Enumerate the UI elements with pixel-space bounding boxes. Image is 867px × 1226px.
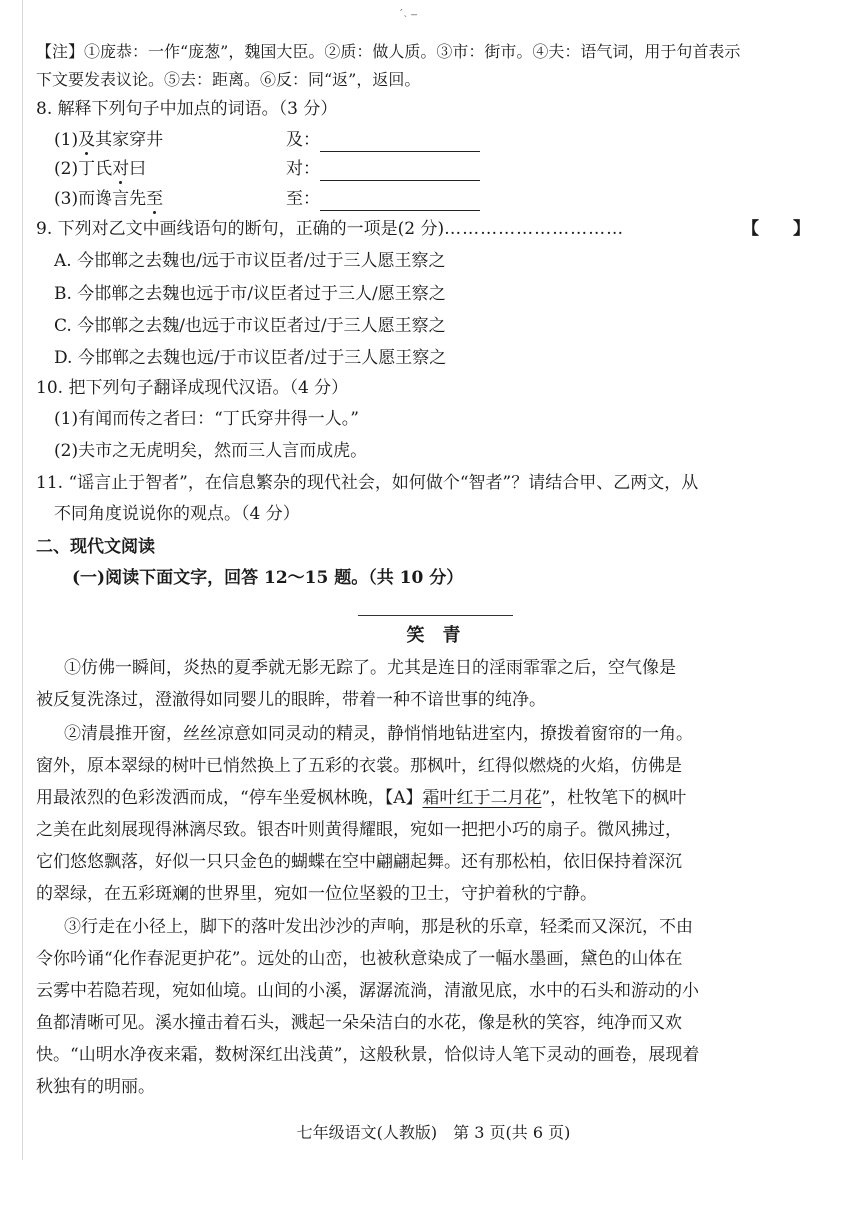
scan-edge <box>22 0 23 1160</box>
q8-answer-2-label: 对： <box>286 159 320 179</box>
q8-item-1-dotted: 及 <box>78 130 96 150</box>
q8-item-3-num: (3) <box>54 189 79 209</box>
q8-item-2-pre: 丁氏 <box>78 159 113 179</box>
section-subheading: (一)阅读下面文字，回答 12～15 题。（共 10 分） <box>72 568 464 588</box>
p3-line-3: 云雾中若隐若现，宛如仙境。山间的小溪，潺潺流淌，清澈见底，水中的石头和游动的小 <box>36 981 699 1001</box>
q11-line-1: 11. “谣言止于智者”，在信息繁杂的现代社会，如何做个“智者”？请结合甲、乙两文，从 <box>36 473 699 493</box>
title-divider <box>358 615 513 616</box>
q8-item-1-num: (1) <box>54 130 79 150</box>
q9-stem: 9. 下列对乙文中画线语句的断句，正确的一项是(2 分) <box>36 219 445 239</box>
p2-line-3 <box>36 786 686 810</box>
q8-item-2 <box>54 157 146 181</box>
p3-line-2: 令你吟诵“化作春泥更护花”。远处的山峦，也被秋意染成了一幅水墨画，黛色的山体在 <box>36 949 683 969</box>
q9-option-d: D. 今邯郸之去魏也远/于市议臣者/过于三人愿王察之 <box>54 348 447 368</box>
q8-item-1 <box>54 128 163 152</box>
q8-item-3-pre: 而谗言先 <box>78 189 147 209</box>
q8-stem: 8. 解释下列句子中加点的词语。（3 分） <box>36 99 338 119</box>
q8-answer-1 <box>286 128 480 152</box>
p1-line-2: 被反复洗涤过，澄澈得如同婴儿的眼眸，带着一种不谙世事的纯净。 <box>36 690 546 710</box>
section-heading: 二、现代文阅读 <box>36 537 155 557</box>
p2-line-3-pre: 用最浓烈的色彩泼洒而成，“停车坐爱枫林晚，【A】 <box>36 788 423 808</box>
note-line-2: 下文要发表议论。⑤去：距离。⑥反：同“返”，返回。 <box>36 70 421 89</box>
p3-line-6: 秋独有的明丽。 <box>36 1077 155 1097</box>
q9-option-b: B. 今邯郸之去魏也远于市/议臣者过于三人/愿王察之 <box>54 284 446 304</box>
note-line-1: 【注】①庞恭：一作“庞葱”，魏国大臣。②质：做人质。③市：街市。④夫：语气词，用于句首表示 <box>36 42 741 61</box>
p3-line-1: ③行走在小径上，脚下的落叶发出沙沙的声响，那是秋的乐章，轻柔而又深沉，不由 <box>64 917 693 937</box>
q8-item-3-dotted: 至 <box>146 189 164 209</box>
p3-line-4: 鱼都清晰可见。溪水撞击着石头，溅起一朵朵洁白的水花，像是秋的笑容，纯净而又欢 <box>36 1013 682 1033</box>
q8-item-2-dotted: 对 <box>112 159 130 179</box>
q8-item-2-num: (2) <box>54 159 79 179</box>
p1-line-1: ①仿佛一瞬间，炎热的夏季就无影无踪了。尤其是连日的淫雨霏霏之后，空气像是 <box>64 658 676 678</box>
q10-stem: 10. 把下列句子翻译成现代汉语。（4 分） <box>36 378 349 398</box>
article-title: 笑 青 <box>406 625 461 646</box>
p2-line-5: 它们悠悠飘落，好似一只只金色的蝴蝶在空中翩翩起舞。还有那松柏，依旧保持着深沉 <box>36 852 682 872</box>
q9-leader-dots: ………………………… <box>444 219 625 239</box>
answer-blank-2[interactable] <box>320 162 480 181</box>
scan-smudge: ˊ˴ ‒ <box>398 8 418 21</box>
q8-item-2-post: 曰 <box>129 159 147 179</box>
q10-item-2: (2)夫市之无虎明矣，然而三人言而成虎。 <box>54 441 368 461</box>
page-footer: 七年级语文(人教版) 第 3 页(共 6 页) <box>296 1123 571 1142</box>
underlined-quote: 霜叶红于二月花 <box>422 788 542 808</box>
q8-answer-2 <box>286 157 480 181</box>
q8-item-1-text: 其家穿井 <box>95 130 164 150</box>
q10-item-1: (1)有闻而传之者曰：“丁氏穿井得一人。” <box>54 409 359 429</box>
answer-blank-3[interactable] <box>320 192 480 211</box>
q8-answer-3 <box>286 187 480 211</box>
p3-line-5: 快。“山明水净夜来霜，数树深红出浅黄”，这般秋景，恰似诗人笔下灵动的画卷，展现着 <box>36 1045 700 1065</box>
q11-line-2: 不同角度说说你的观点。（4 分） <box>54 504 300 524</box>
p2-line-3-post: ”，杜牧笔下的枫叶 <box>541 788 687 808</box>
p2-line-2: 窗外，原本翠绿的树叶已悄然换上了五彩的衣裳。那枫叶，红得似燃烧的火焰，仿佛是 <box>36 756 682 776</box>
p2-line-1: ②清晨推开窗，丝丝凉意如同灵动的精灵，静悄悄地钻进室内，撩拨着窗帘的一角。 <box>64 724 693 744</box>
q9-stem-line <box>36 217 624 241</box>
q8-answer-1-label: 及： <box>286 130 320 150</box>
q9-option-c: C. 今邯郸之去魏/也远于市议臣者过/于三人愿王察之 <box>54 316 446 336</box>
q8-answer-3-label: 至： <box>286 189 320 209</box>
q8-item-3 <box>54 187 163 211</box>
q9-option-a: A. 今邯郸之去魏也/远于市议臣者/过于三人愿王察之 <box>54 251 446 271</box>
answer-blank-1[interactable] <box>320 133 480 152</box>
p2-line-6: 的翠绿，在五彩斑斓的世界里，宛如一位位坚毅的卫士，守护着秋的宁静。 <box>36 884 597 904</box>
q9-answer-bracket[interactable]: 【 】 <box>742 219 810 239</box>
p2-line-4: 之美在此刻展现得淋漓尽致。银杏叶则黄得耀眼，宛如一把把小巧的扇子。微风拂过， <box>36 820 682 840</box>
